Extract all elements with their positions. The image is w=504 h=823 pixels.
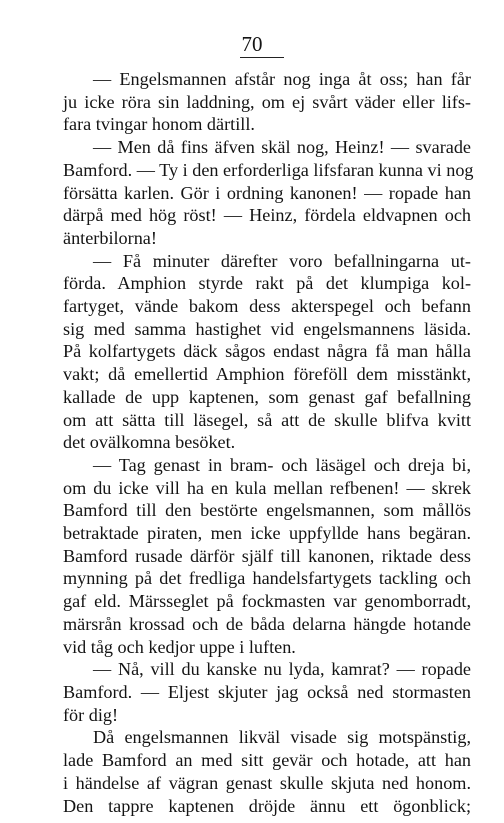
text-line: i händelse af vägran genast skulle skjuta ned honom. [63, 772, 471, 793]
text-line: Bamford rusade därför själf till kanonen, riktade dess [63, 545, 471, 566]
text-line: sig med samma hastighet vid engelsmannens läsida. [63, 318, 471, 339]
text-line: märsrån krossad och de båda delarna hängde hotande [63, 613, 471, 634]
text-line: På kolfartygets däck sågos endast några få man hålla [63, 341, 471, 362]
text-line: Då engelsmannen likväl visade sig motspänstig, [93, 727, 471, 748]
text-line: om du icke vill ha en kula mellan refbenen! — skrek [63, 477, 471, 498]
text-line: för dig! [63, 704, 119, 725]
text-line: änterbilorna! [63, 227, 157, 248]
text-line: — Nå, vill du kanske nu lyda, kamrat? — ropade [93, 659, 471, 680]
text-line: försätta karlen. Gör i ordning kanonen! — ropade han [63, 182, 471, 203]
text-line: gaf eld. Märsseglet på fockmasten var genomborradt, [63, 591, 471, 612]
page-number: 70 [241, 32, 263, 56]
text-line: förda. Amphion styrde rakt på det klumpiga kol- [63, 273, 471, 294]
text-line: om att sätta till läsegel, så att de skulle blifva kvitt [63, 409, 471, 430]
text-line: — Tag genast in bram- och läsägel och dreja bi, [93, 454, 471, 475]
text-line: betraktade piraten, men icke uppfyllde hans begäran. [63, 523, 471, 544]
text-line: — Men då fins äfven skäl nog, Heinz! — svarade [93, 137, 471, 158]
text-line: därpå med hög röst! — Heinz, fördela eldvapnen och [63, 205, 471, 226]
text-line: det ovälkomna besöket. [63, 432, 236, 453]
body-text [63, 68, 474, 817]
text-line: Bamford. — Ty i den erforderliga lifsfaran kunna vi nog [63, 159, 474, 180]
text-line: — Engelsmannen afstår nog inga åt oss; han får [93, 69, 471, 89]
text-line: lade Bamford an med sitt gevär och hotade, att han [63, 750, 471, 771]
text-line: kallade de upp kaptenen, som genast gaf befallning [63, 386, 471, 407]
text-line: fara tvingar honom därtill. [63, 114, 255, 135]
text-line: ju icke röra sin laddning, om ej svårt väder eller lifs- [63, 91, 471, 112]
text-line: fartyget, vände bakom dess akterspegel och befann [63, 296, 471, 317]
text-line: vakt; då emellertid Amphion föreföll dem misstänkt, [63, 364, 471, 385]
text-line: — Få minuter därefter voro befallningarna ut- [93, 250, 471, 271]
text-line: Bamford. — Eljest skjuter jag också ned stormasten [63, 681, 471, 702]
text-line: Den tappre kaptenen dröjde ännu ett ögonblick; [63, 795, 471, 816]
text-line: vid tåg och kedjor uppe i luften. [63, 636, 296, 657]
text-line: Bamford till den bestörte engelsmannen, som mållös [63, 500, 471, 521]
text-line: mynning på det fredliga handelsfartygets tackling och [63, 568, 471, 589]
page-number-rule [240, 57, 284, 58]
